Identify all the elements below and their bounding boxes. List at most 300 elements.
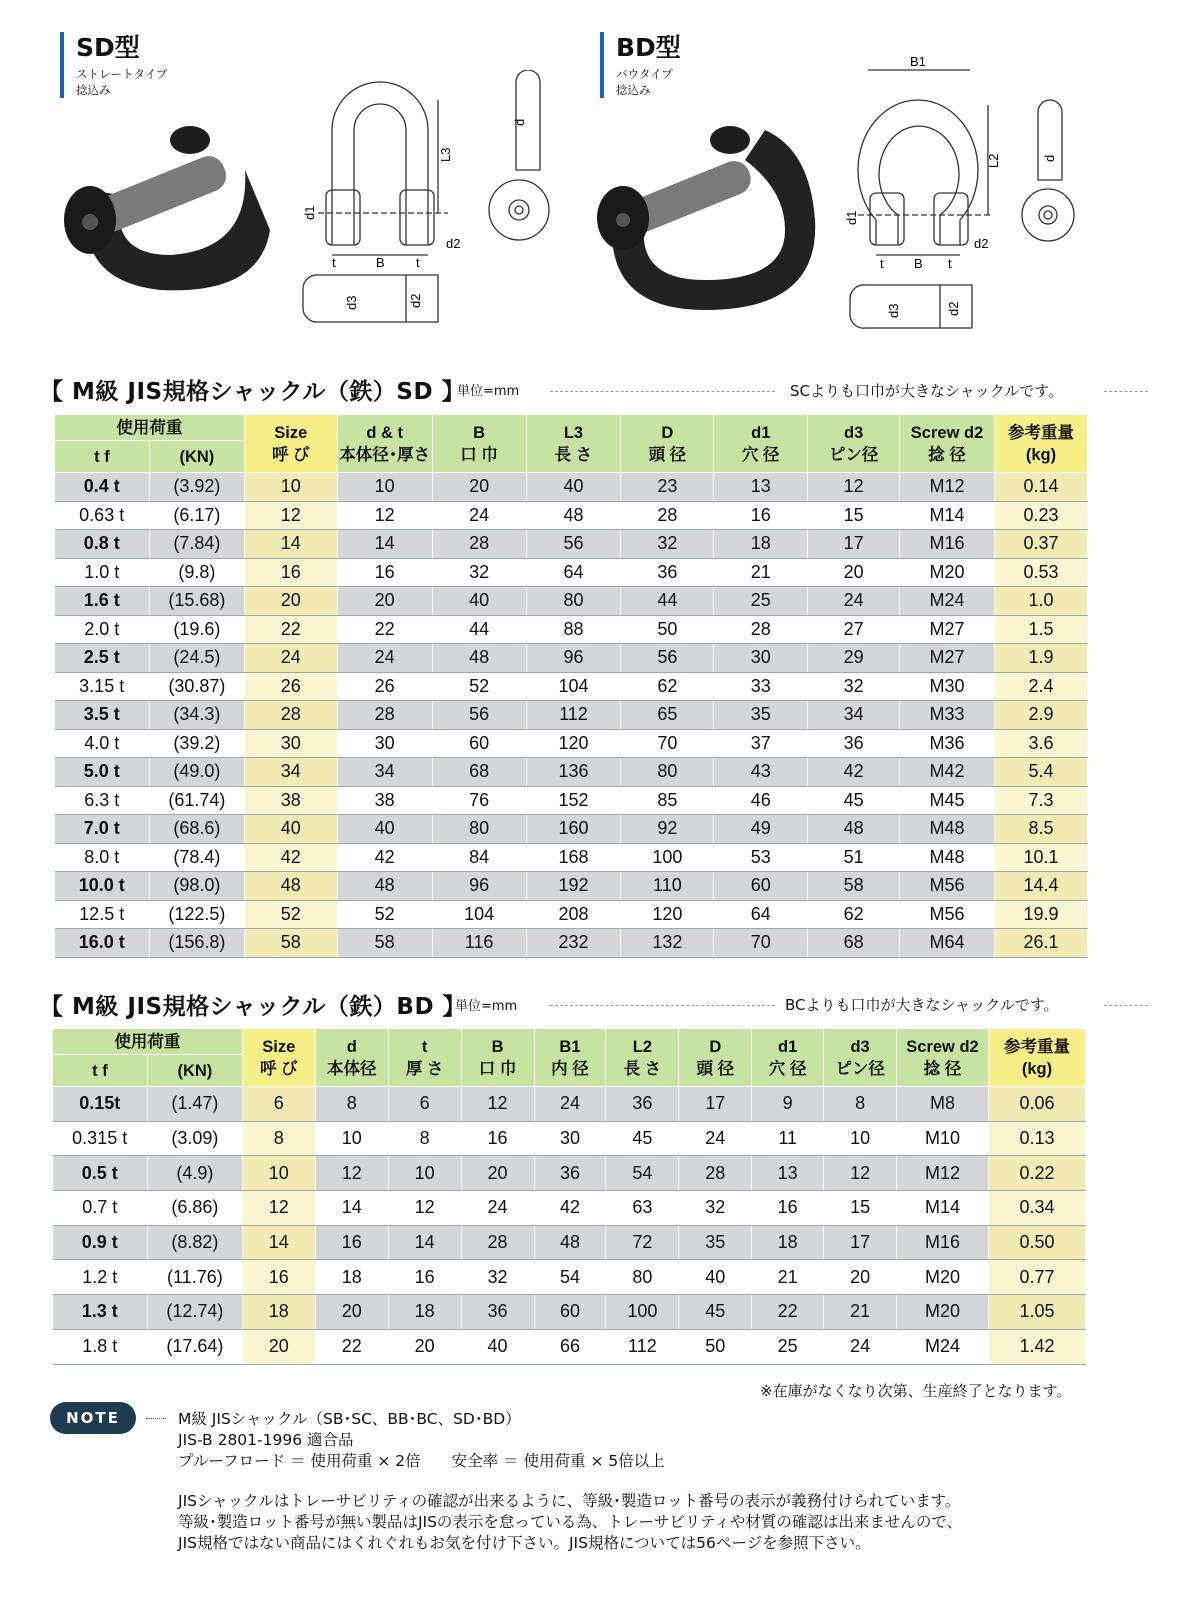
- table-cell: 70: [621, 729, 714, 758]
- table-cell: (3.09): [147, 1121, 242, 1156]
- table-cell: 192: [526, 872, 621, 901]
- table-cell: 42: [534, 1191, 606, 1226]
- header-tf: t f: [53, 1055, 148, 1087]
- table-row: [55, 872, 1088, 901]
- table-cell: 20: [461, 1156, 534, 1191]
- table-cell: 2.0 t: [55, 615, 150, 644]
- stock-note: ※在庫がなくなり次第、生産終了となります。: [760, 1382, 1072, 1400]
- label-d: d: [1042, 154, 1057, 162]
- table-cell: 40: [244, 815, 337, 844]
- table-cell: 96: [432, 872, 526, 901]
- table-cell: 60: [534, 1295, 606, 1330]
- table-cell: M12: [897, 1156, 989, 1191]
- table-cell: 20: [242, 1329, 315, 1364]
- table-row: [55, 758, 1088, 787]
- table-cell: 34: [244, 758, 337, 787]
- label-B1: B1: [910, 54, 926, 69]
- table-cell: 88: [526, 615, 621, 644]
- table-cell: 46: [714, 786, 808, 815]
- table-cell: 16: [714, 501, 808, 530]
- table-cell: 110: [621, 872, 714, 901]
- header-weight: 参考重量 (kg): [995, 415, 1088, 473]
- table-cell: 48: [808, 815, 900, 844]
- label-d2: d2: [946, 301, 961, 316]
- table-cell: (61.74): [149, 786, 244, 815]
- label-t: t: [332, 255, 336, 270]
- header-b1: B1 内 径: [534, 1029, 606, 1087]
- table-cell: 30: [337, 729, 432, 758]
- table-cell: 0.8 t: [55, 530, 150, 559]
- table-row: [55, 501, 1088, 530]
- table-cell: 10: [388, 1156, 461, 1191]
- header-d1: d1 穴 径: [714, 415, 808, 473]
- table-cell: 12: [315, 1156, 388, 1191]
- table-cell: 120: [526, 729, 621, 758]
- table-cell: 28: [679, 1156, 752, 1191]
- table-cell: 208: [526, 900, 621, 929]
- table-cell: 1.0 t: [55, 558, 150, 587]
- table-cell: M30: [900, 672, 995, 701]
- table-cell: (24.5): [149, 644, 244, 673]
- table-cell: 85: [621, 786, 714, 815]
- table-cell: 40: [679, 1260, 752, 1295]
- table-cell: 2.4: [995, 672, 1088, 701]
- table-cell: 13: [752, 1156, 824, 1191]
- header-weight: 参考重量 (kg): [988, 1029, 1085, 1087]
- table-cell: 24: [534, 1087, 606, 1122]
- table-cell: 48: [337, 872, 432, 901]
- label-d2: d2: [408, 293, 423, 308]
- sd-section-title: 【 M級 JIS規格シャックル（鉄）SD 】: [40, 379, 466, 405]
- table-cell: (6.86): [147, 1191, 242, 1226]
- table-cell: 14: [337, 530, 432, 559]
- table-cell: 45: [808, 786, 900, 815]
- table-cell: 19.9: [995, 900, 1088, 929]
- table-cell: 25: [752, 1329, 824, 1364]
- header-kn: (KN): [147, 1055, 242, 1087]
- table-cell: 48: [526, 501, 621, 530]
- table-cell: 14: [315, 1191, 388, 1226]
- table-cell: 24: [461, 1191, 534, 1226]
- sd-type-name: SD型: [76, 33, 140, 62]
- bd-technical-drawing: [840, 50, 1080, 340]
- table-cell: 11: [752, 1121, 824, 1156]
- table-cell: 3.15 t: [55, 672, 150, 701]
- table-cell: 45: [679, 1295, 752, 1330]
- table-cell: 20: [388, 1329, 461, 1364]
- table-cell: 28: [461, 1225, 534, 1260]
- table-row: [55, 644, 1088, 673]
- table-cell: 0.9 t: [53, 1225, 148, 1260]
- table-cell: 10.1: [995, 843, 1088, 872]
- table-cell: M14: [897, 1191, 989, 1226]
- table-cell: 14: [242, 1225, 315, 1260]
- table-cell: 44: [621, 587, 714, 616]
- sd-type-heading: [60, 28, 260, 108]
- table-cell: 1.6 t: [55, 587, 150, 616]
- table-cell: 45: [606, 1121, 679, 1156]
- table-cell: (122.5): [149, 900, 244, 929]
- table-cell: (98.0): [149, 872, 244, 901]
- table-cell: 8.5: [995, 815, 1088, 844]
- table-cell: 32: [461, 1260, 534, 1295]
- table-cell: 32: [808, 672, 900, 701]
- table-cell: 33: [714, 672, 808, 701]
- header-screw: Screw d2 捻 径: [900, 415, 995, 473]
- table-row: [55, 815, 1088, 844]
- table-cell: 35: [679, 1225, 752, 1260]
- header-size: Size 呼 び: [242, 1029, 315, 1087]
- table-row: [55, 672, 1088, 701]
- table-cell: 12.5 t: [55, 900, 150, 929]
- table-cell: 0.13: [988, 1121, 1085, 1156]
- table-cell: 52: [244, 900, 337, 929]
- table-cell: M20: [897, 1260, 989, 1295]
- table-cell: 34: [337, 758, 432, 787]
- bd-unit: 単位=mm: [455, 999, 518, 1014]
- bd-spec-table: [52, 1028, 1086, 1365]
- table-cell: 16: [752, 1191, 824, 1226]
- table-cell: 16.0 t: [55, 929, 150, 958]
- header-size: Size 呼 び: [244, 415, 337, 473]
- bd-remark: BCよりも口巾が大きなシャックルです。: [785, 996, 1059, 1014]
- table-cell: 6.3 t: [55, 786, 150, 815]
- table-cell: (1.47): [147, 1087, 242, 1122]
- table-cell: 12: [824, 1156, 897, 1191]
- table-cell: 10.0 t: [55, 872, 150, 901]
- table-row: [53, 1329, 1086, 1364]
- table-cell: 65: [621, 701, 714, 730]
- table-cell: M27: [900, 644, 995, 673]
- header-load: 使用荷重: [55, 415, 245, 441]
- table-cell: M24: [897, 1329, 989, 1364]
- header-d1: d1 穴 径: [752, 1029, 824, 1087]
- header-dt: d & t 本体径･厚さ: [337, 415, 432, 473]
- table-cell: 2.9: [995, 701, 1088, 730]
- table-cell: 40: [526, 473, 621, 502]
- table-row: [55, 558, 1088, 587]
- table-cell: (49.0): [149, 758, 244, 787]
- table-row: [55, 615, 1088, 644]
- dotted-leader: [1104, 391, 1148, 392]
- table-cell: M10: [897, 1121, 989, 1156]
- table-cell: 0.15t: [53, 1087, 148, 1122]
- table-cell: 49: [714, 815, 808, 844]
- table-cell: M20: [897, 1295, 989, 1330]
- table-cell: 48: [432, 644, 526, 673]
- table-cell: 29: [808, 644, 900, 673]
- table-cell: 72: [606, 1225, 679, 1260]
- table-cell: 0.4 t: [55, 473, 150, 502]
- table-cell: 36: [461, 1295, 534, 1330]
- dotted-leader: [550, 391, 775, 392]
- table-cell: (30.87): [149, 672, 244, 701]
- table-cell: (8.82): [147, 1225, 242, 1260]
- table-cell: 12: [242, 1191, 315, 1226]
- table-cell: 48: [534, 1225, 606, 1260]
- table-cell: 28: [337, 701, 432, 730]
- table-cell: 152: [526, 786, 621, 815]
- header-tf: t f: [55, 441, 150, 473]
- note-para1: JISシャックルはトレーサビリティの確認が出来るように、等級･製造ロット番号の表示が義務付けられています。: [178, 1492, 961, 1510]
- table-cell: 12: [808, 473, 900, 502]
- table-cell: 24: [808, 587, 900, 616]
- table-cell: 36: [621, 558, 714, 587]
- table-cell: M42: [900, 758, 995, 787]
- table-cell: 0.34: [988, 1191, 1085, 1226]
- table-cell: 18: [714, 530, 808, 559]
- table-cell: (156.8): [149, 929, 244, 958]
- table-cell: M33: [900, 701, 995, 730]
- table-row: [55, 929, 1088, 958]
- note-line1: M級 JISシャックル（SB･SC、BB･BC、SD･BD）: [178, 1410, 521, 1428]
- table-cell: M8: [897, 1087, 989, 1122]
- table-cell: 62: [808, 900, 900, 929]
- table-cell: 80: [606, 1260, 679, 1295]
- header-d3: d3 ピン径: [808, 415, 900, 473]
- table-row: [55, 843, 1088, 872]
- table-cell: (17.64): [147, 1329, 242, 1364]
- table-row: [53, 1087, 1086, 1122]
- table-cell: (68.6): [149, 815, 244, 844]
- table-cell: 0.37: [995, 530, 1088, 559]
- table-cell: 100: [606, 1295, 679, 1330]
- table-cell: 0.315 t: [53, 1121, 148, 1156]
- table-cell: 58: [808, 872, 900, 901]
- table-row: [55, 701, 1088, 730]
- label-d2: d2: [446, 236, 461, 251]
- table-cell: 42: [808, 758, 900, 787]
- sd-unit: 単位=mm: [457, 384, 520, 399]
- table-cell: 26: [337, 672, 432, 701]
- table-cell: 44: [432, 615, 526, 644]
- table-cell: 36: [808, 729, 900, 758]
- label-d1: d1: [302, 205, 317, 220]
- table-cell: 18: [752, 1225, 824, 1260]
- header-d: D 頭 径: [621, 415, 714, 473]
- table-cell: 6: [388, 1087, 461, 1122]
- table-cell: 104: [526, 672, 621, 701]
- table-cell: 1.0: [995, 587, 1088, 616]
- table-cell: 50: [621, 615, 714, 644]
- note-badge: NOTE: [50, 1402, 136, 1434]
- table-cell: 32: [432, 558, 526, 587]
- header-d: d 本体径: [315, 1029, 388, 1087]
- table-cell: 8: [388, 1121, 461, 1156]
- bd-type-sub1: バウタイプ: [616, 67, 673, 81]
- bd-type-sub2: 捻込み: [616, 83, 651, 97]
- table-cell: 15: [808, 501, 900, 530]
- table-cell: 18: [315, 1260, 388, 1295]
- table-cell: 24: [244, 644, 337, 673]
- table-cell: 32: [679, 1191, 752, 1226]
- table-cell: 2.5 t: [55, 644, 150, 673]
- table-cell: 53: [714, 843, 808, 872]
- table-cell: 54: [534, 1260, 606, 1295]
- table-cell: (78.4): [149, 843, 244, 872]
- table-cell: M56: [900, 872, 995, 901]
- table-cell: 42: [337, 843, 432, 872]
- table-cell: M36: [900, 729, 995, 758]
- table-cell: M45: [900, 786, 995, 815]
- table-cell: 14: [244, 530, 337, 559]
- table-cell: 20: [244, 587, 337, 616]
- table-cell: 16: [388, 1260, 461, 1295]
- table-cell: 96: [526, 644, 621, 673]
- table-cell: M27: [900, 615, 995, 644]
- table-cell: 36: [534, 1156, 606, 1191]
- table-cell: 68: [808, 929, 900, 958]
- table-cell: 104: [432, 900, 526, 929]
- table-cell: 8.0 t: [55, 843, 150, 872]
- table-row: [53, 1121, 1086, 1156]
- label-L3: L3: [438, 147, 453, 162]
- table-cell: 28: [621, 501, 714, 530]
- table-cell: 0.53: [995, 558, 1088, 587]
- table-cell: 22: [752, 1295, 824, 1330]
- table-cell: 16: [337, 558, 432, 587]
- table-cell: (9.8): [149, 558, 244, 587]
- table-cell: 116: [432, 929, 526, 958]
- table-cell: 6: [242, 1087, 315, 1122]
- table-cell: 60: [432, 729, 526, 758]
- table-cell: 30: [714, 644, 808, 673]
- table-cell: M64: [900, 929, 995, 958]
- table-cell: 9: [752, 1087, 824, 1122]
- table-cell: (34.3): [149, 701, 244, 730]
- table-cell: 14.4: [995, 872, 1088, 901]
- table-cell: 25: [714, 587, 808, 616]
- table-cell: (15.68): [149, 587, 244, 616]
- table-cell: 52: [432, 672, 526, 701]
- table-cell: M16: [897, 1225, 989, 1260]
- note-line2: JIS-B 2801-1996 適合品: [178, 1431, 354, 1449]
- table-cell: (19.6): [149, 615, 244, 644]
- table-cell: 18: [388, 1295, 461, 1330]
- table-cell: 112: [606, 1329, 679, 1364]
- table-cell: 64: [714, 900, 808, 929]
- table-cell: 64: [526, 558, 621, 587]
- table-cell: 1.8 t: [53, 1329, 148, 1364]
- label-d1: d1: [844, 210, 859, 225]
- header-d3: d3 ピン径: [824, 1029, 897, 1087]
- header-load: 使用荷重: [53, 1029, 243, 1055]
- table-cell: 52: [337, 900, 432, 929]
- bd-section-title: 【 M級 JIS規格シャックル（鉄）BD 】: [40, 994, 467, 1020]
- table-cell: 63: [606, 1191, 679, 1226]
- sd-remark: SCよりも口巾が大きなシャックルです。: [790, 382, 1064, 400]
- table-cell: 21: [752, 1260, 824, 1295]
- table-cell: 0.5 t: [53, 1156, 148, 1191]
- table-cell: 56: [432, 701, 526, 730]
- header-t: t 厚 さ: [388, 1029, 461, 1087]
- sd-type-sub1: ストレートタイプ: [76, 67, 168, 81]
- table-cell: 13: [714, 473, 808, 502]
- table-cell: 136: [526, 758, 621, 787]
- table-row: [55, 729, 1088, 758]
- table-cell: 28: [714, 615, 808, 644]
- table-cell: 22: [315, 1329, 388, 1364]
- table-cell: 12: [388, 1191, 461, 1226]
- table-row: [55, 530, 1088, 559]
- table-row: [55, 900, 1088, 929]
- label-t: t: [880, 256, 884, 271]
- table-cell: 0.7 t: [53, 1191, 148, 1226]
- table-cell: 21: [824, 1295, 897, 1330]
- table-cell: 40: [432, 587, 526, 616]
- label-d3: d3: [344, 295, 359, 310]
- table-cell: 18: [242, 1295, 315, 1330]
- table-row: [53, 1295, 1086, 1330]
- table-cell: 1.9: [995, 644, 1088, 673]
- table-cell: 3.5 t: [55, 701, 150, 730]
- table-cell: 43: [714, 758, 808, 787]
- table-cell: 8: [315, 1087, 388, 1122]
- table-cell: 51: [808, 843, 900, 872]
- table-cell: 30: [534, 1121, 606, 1156]
- table-cell: 7.3: [995, 786, 1088, 815]
- table-cell: 80: [432, 815, 526, 844]
- table-cell: 10: [824, 1121, 897, 1156]
- table-cell: 14: [388, 1225, 461, 1260]
- table-cell: 0.06: [988, 1087, 1085, 1122]
- table-cell: 48: [244, 872, 337, 901]
- table-cell: 0.23: [995, 501, 1088, 530]
- table-cell: 5.0 t: [55, 758, 150, 787]
- table-cell: 120: [621, 900, 714, 929]
- header-b: B 口 巾: [461, 1029, 534, 1087]
- table-cell: 56: [621, 644, 714, 673]
- table-cell: 16: [244, 558, 337, 587]
- table-cell: 16: [461, 1121, 534, 1156]
- table-cell: 76: [432, 786, 526, 815]
- table-cell: 20: [824, 1260, 897, 1295]
- table-cell: 22: [244, 615, 337, 644]
- table-cell: 10: [242, 1156, 315, 1191]
- table-cell: 24: [679, 1121, 752, 1156]
- table-cell: 24: [337, 644, 432, 673]
- table-cell: 68: [432, 758, 526, 787]
- table-cell: M56: [900, 900, 995, 929]
- dotted-leader: [146, 1418, 166, 1419]
- table-cell: 17: [808, 530, 900, 559]
- bd-type-name: BD型: [616, 33, 681, 62]
- table-cell: 12: [337, 501, 432, 530]
- bd-type-heading: [600, 28, 800, 108]
- table-cell: 35: [714, 701, 808, 730]
- table-cell: 92: [621, 815, 714, 844]
- sd-spec-table: [54, 414, 1088, 958]
- table-cell: 0.22: [988, 1156, 1085, 1191]
- table-cell: 24: [824, 1329, 897, 1364]
- table-cell: 3.6: [995, 729, 1088, 758]
- table-cell: (3.92): [149, 473, 244, 502]
- table-row: [53, 1191, 1086, 1226]
- table-row: [55, 473, 1088, 502]
- table-cell: 4.0 t: [55, 729, 150, 758]
- table-cell: (39.2): [149, 729, 244, 758]
- table-cell: 38: [244, 786, 337, 815]
- table-cell: 38: [337, 786, 432, 815]
- table-cell: 62: [621, 672, 714, 701]
- table-cell: M24: [900, 587, 995, 616]
- label-L2: L2: [986, 153, 1001, 168]
- note-para2: 等級･製造ロット番号が無い製品はJISの表示を怠っている為、トレーサビリティや材質の確認は出来ませんので、: [178, 1513, 963, 1531]
- table-cell: 20: [337, 587, 432, 616]
- table-cell: (11.76): [147, 1260, 242, 1295]
- table-cell: (7.84): [149, 530, 244, 559]
- table-cell: 23: [621, 473, 714, 502]
